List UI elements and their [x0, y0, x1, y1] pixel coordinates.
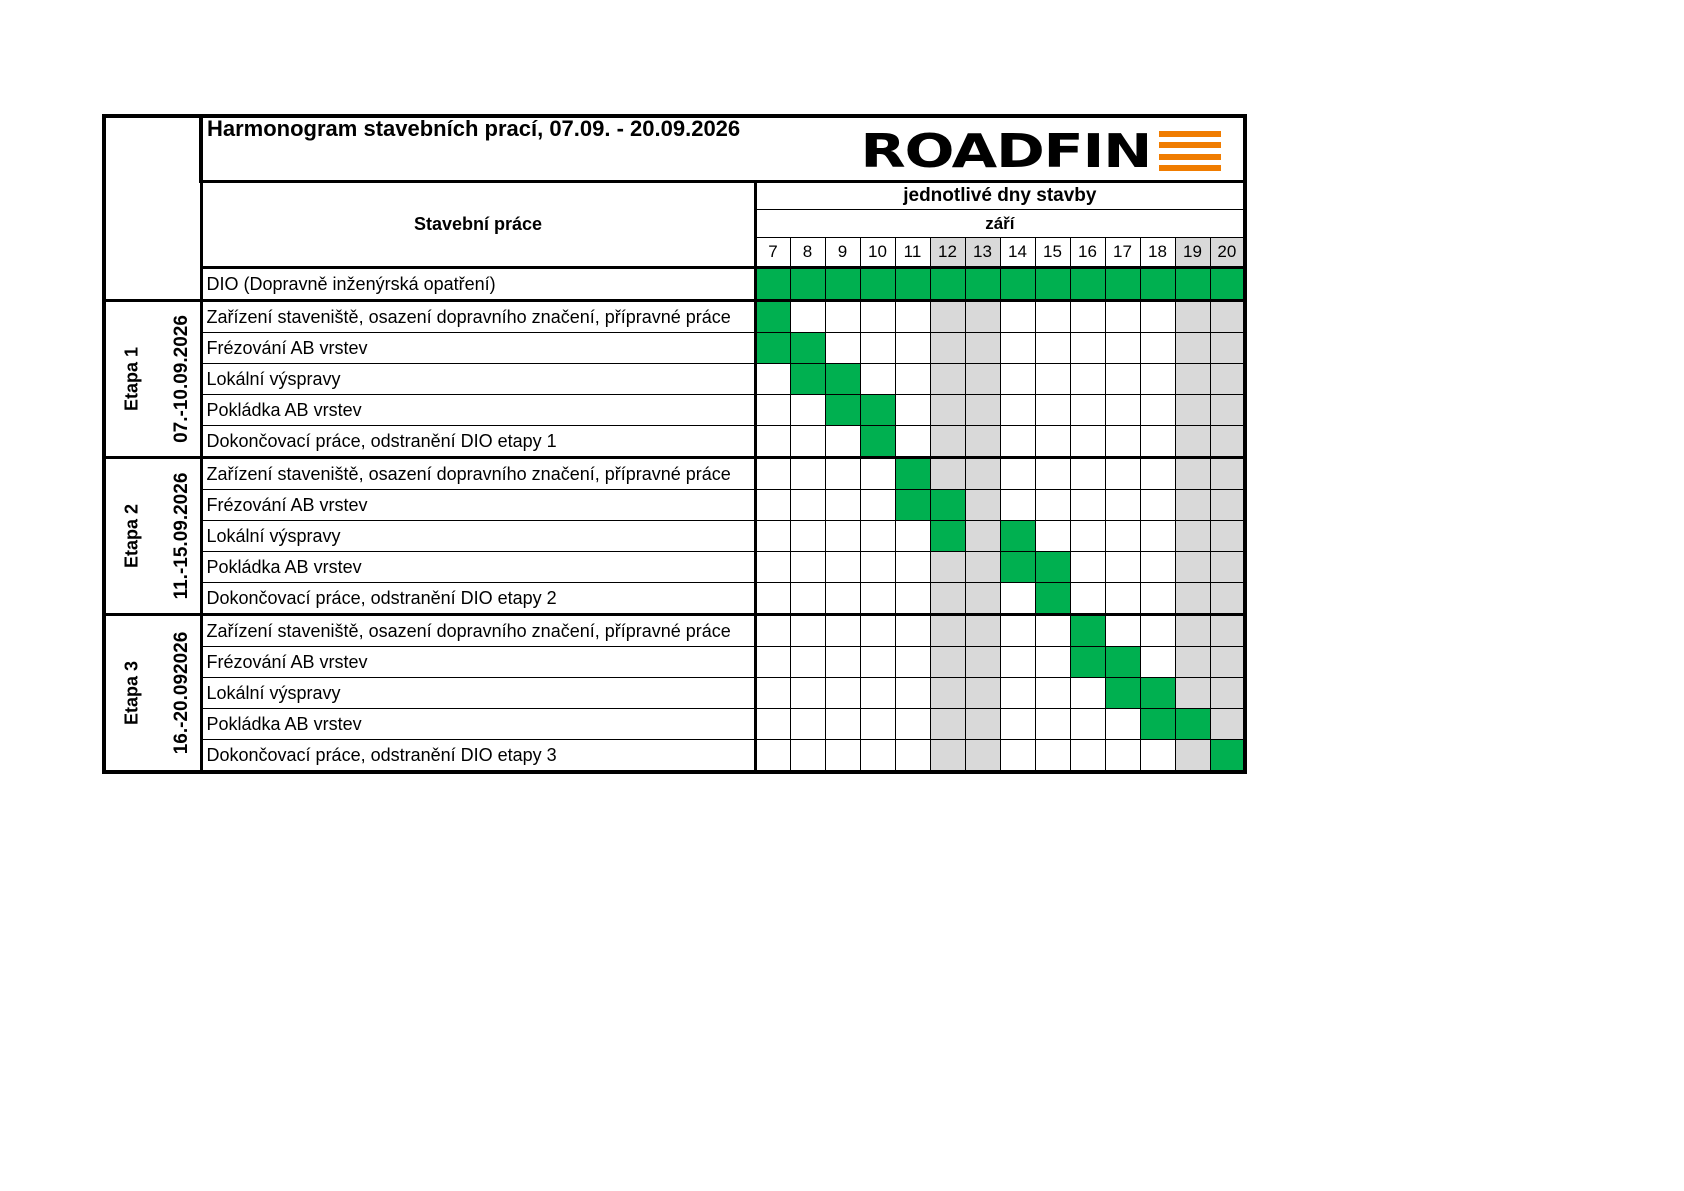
gantt-cell	[1035, 490, 1070, 521]
month-header: září	[755, 210, 1245, 238]
gantt-cell	[930, 615, 965, 647]
gantt-cell	[895, 647, 930, 678]
gantt-cell	[1105, 458, 1140, 490]
task-label: Dokončovací práce, odstranění DIO etapy 2	[201, 583, 755, 615]
gantt-cell	[1140, 647, 1175, 678]
task-row	[104, 709, 1245, 740]
gantt-cell	[1070, 458, 1105, 490]
gantt-cell	[860, 647, 895, 678]
gantt-cell	[1070, 333, 1105, 364]
task-label: Zařízení staveniště, osazení dopravního značení, přípravné práce	[201, 458, 755, 490]
gantt-cell	[1035, 395, 1070, 426]
day-header-14: 14	[1000, 238, 1035, 268]
gantt-cell	[895, 709, 930, 740]
task-label: Zařízení staveniště, osazení dopravního značení, přípravné práce	[201, 615, 755, 647]
title-row	[104, 116, 1245, 182]
title-cell	[201, 116, 1245, 182]
task-row	[104, 490, 1245, 521]
gantt-cell	[1035, 301, 1070, 333]
gantt-cell	[895, 740, 930, 773]
gantt-cell	[1000, 583, 1035, 615]
gantt-cell-active	[965, 268, 1000, 301]
gantt-cell	[1140, 458, 1175, 490]
task-row	[104, 458, 1245, 490]
gantt-cell-active	[755, 333, 790, 364]
gantt-cell-active	[790, 268, 825, 301]
gantt-cell	[755, 615, 790, 647]
gantt-cell-active	[860, 268, 895, 301]
gantt-cell-active	[930, 268, 965, 301]
gantt-cell	[895, 521, 930, 552]
gantt-cell	[755, 490, 790, 521]
gantt-cell	[930, 364, 965, 395]
gantt-cell	[930, 647, 965, 678]
gantt-cell	[1035, 709, 1070, 740]
gantt-cell	[860, 458, 895, 490]
gantt-cell	[825, 647, 860, 678]
day-header-12: 12	[930, 238, 965, 268]
gantt-cell	[1210, 583, 1245, 615]
day-header-19: 19	[1175, 238, 1210, 268]
gantt-cell	[825, 709, 860, 740]
gantt-cell	[930, 301, 965, 333]
gantt-cell-active	[895, 268, 930, 301]
gantt-cell	[1105, 364, 1140, 395]
gantt-cell-active	[930, 521, 965, 552]
days-header: jednotlivé dny stavby	[755, 182, 1245, 210]
task-label: Dokončovací práce, odstranění DIO etapy 1	[201, 426, 755, 458]
gantt-cell	[1175, 740, 1210, 773]
gantt-cell	[1210, 647, 1245, 678]
task-row	[104, 740, 1245, 773]
gantt-cell	[790, 301, 825, 333]
gantt-cell	[755, 740, 790, 773]
task-label: Pokládka AB vrstev	[201, 395, 755, 426]
gantt-cell	[1000, 647, 1035, 678]
task-column-header: Stavební práce	[201, 182, 755, 268]
gantt-cell	[1210, 678, 1245, 709]
gantt-cell	[965, 583, 1000, 615]
gantt-cell	[825, 521, 860, 552]
gantt-cell	[965, 364, 1000, 395]
gantt-cell	[755, 709, 790, 740]
dio-label: DIO (Dopravně inženýrská opatření)	[201, 268, 755, 301]
gantt-cell	[1210, 458, 1245, 490]
roadfin-logo	[860, 124, 1221, 178]
gantt-cell	[1175, 647, 1210, 678]
gantt-cell	[790, 490, 825, 521]
schedule-table	[102, 114, 1247, 774]
gantt-cell	[790, 426, 825, 458]
gantt-cell	[1210, 364, 1245, 395]
gantt-cell	[825, 552, 860, 583]
gantt-cell	[965, 709, 1000, 740]
gantt-cell	[1035, 678, 1070, 709]
gantt-cell	[755, 426, 790, 458]
gantt-cell	[790, 521, 825, 552]
corner-cell	[104, 116, 201, 301]
gantt-cell	[895, 364, 930, 395]
gantt-cell	[755, 458, 790, 490]
gantt-cell	[825, 333, 860, 364]
gantt-cell	[1035, 364, 1070, 395]
gantt-cell	[1035, 647, 1070, 678]
gantt-cell	[755, 364, 790, 395]
gantt-cell-active	[860, 395, 895, 426]
gantt-cell	[1000, 395, 1035, 426]
logo-stripes-icon	[1159, 131, 1221, 171]
gantt-cell	[1035, 458, 1070, 490]
task-row	[104, 647, 1245, 678]
task-label: Frézování AB vrstev	[201, 333, 755, 364]
gantt-cell	[825, 740, 860, 773]
gantt-cell	[860, 364, 895, 395]
gantt-cell	[930, 395, 965, 426]
gantt-cell	[1070, 583, 1105, 615]
gantt-cell	[825, 678, 860, 709]
day-header-17: 17	[1105, 238, 1140, 268]
page-title: Harmonogram stavebních prací, 07.09. - 20.09.2026	[207, 116, 741, 141]
gantt-cell	[1140, 395, 1175, 426]
gantt-cell-active	[1140, 678, 1175, 709]
gantt-cell	[1035, 521, 1070, 552]
stage-label-cell	[104, 458, 201, 615]
gantt-cell	[1070, 426, 1105, 458]
gantt-cell	[1105, 740, 1140, 773]
task-label: Lokální výspravy	[201, 678, 755, 709]
stage-name: Etapa 2	[121, 503, 142, 569]
stage-label-cell	[104, 301, 201, 458]
gantt-cell-active	[825, 268, 860, 301]
gantt-cell	[860, 521, 895, 552]
gantt-cell	[1070, 364, 1105, 395]
gantt-cell-active	[895, 458, 930, 490]
gantt-cell	[1175, 301, 1210, 333]
gantt-cell	[790, 552, 825, 583]
stage-dates: 11.-15.09.2026	[171, 472, 192, 600]
gantt-cell	[860, 615, 895, 647]
gantt-cell	[1105, 709, 1140, 740]
gantt-cell	[965, 333, 1000, 364]
gantt-cell	[965, 647, 1000, 678]
gantt-cell	[930, 709, 965, 740]
gantt-cell	[825, 426, 860, 458]
gantt-cell-active	[1175, 268, 1210, 301]
gantt-cell	[860, 490, 895, 521]
gantt-cell	[1070, 552, 1105, 583]
gantt-cell-active	[895, 490, 930, 521]
gantt-cell	[1210, 490, 1245, 521]
gantt-cell	[1140, 333, 1175, 364]
gantt-cell	[755, 552, 790, 583]
gantt-cell	[860, 583, 895, 615]
gantt-cell	[860, 333, 895, 364]
gantt-cell	[755, 647, 790, 678]
gantt-cell-active	[1105, 647, 1140, 678]
task-label: Pokládka AB vrstev	[201, 709, 755, 740]
gantt-cell	[860, 740, 895, 773]
task-label: Frézování AB vrstev	[201, 490, 755, 521]
gantt-cell	[965, 552, 1000, 583]
task-row	[104, 364, 1245, 395]
gantt-cell	[1175, 395, 1210, 426]
gantt-cell-active	[1000, 521, 1035, 552]
gantt-cell-active	[755, 301, 790, 333]
gantt-cell	[1070, 301, 1105, 333]
gantt-cell	[1210, 615, 1245, 647]
gantt-cell	[755, 583, 790, 615]
gantt-cell	[1105, 615, 1140, 647]
gantt-cell	[1070, 490, 1105, 521]
task-row	[104, 301, 1245, 333]
gantt-cell	[965, 458, 1000, 490]
gantt-cell	[1140, 364, 1175, 395]
gantt-cell	[1000, 301, 1035, 333]
gantt-cell-active	[1070, 268, 1105, 301]
gantt-cell	[1000, 364, 1035, 395]
gantt-cell	[895, 615, 930, 647]
gantt-cell	[1175, 426, 1210, 458]
day-header-11: 11	[895, 238, 930, 268]
gantt-cell	[1105, 426, 1140, 458]
gantt-cell	[1105, 395, 1140, 426]
gantt-cell-active	[790, 333, 825, 364]
gantt-cell	[1000, 333, 1035, 364]
gantt-cell	[1210, 395, 1245, 426]
gantt-cell	[895, 583, 930, 615]
gantt-cell	[755, 521, 790, 552]
gantt-cell	[1210, 521, 1245, 552]
gantt-cell-active	[1035, 552, 1070, 583]
gantt-cell	[1070, 678, 1105, 709]
gantt-cell	[1175, 678, 1210, 709]
gantt-cell-active	[930, 490, 965, 521]
gantt-cell-active	[755, 268, 790, 301]
gantt-cell	[930, 458, 965, 490]
gantt-cell	[1035, 740, 1070, 773]
gantt-cell	[1105, 333, 1140, 364]
gantt-cell-active	[1000, 268, 1035, 301]
gantt-cell	[965, 521, 1000, 552]
gantt-cell	[1000, 490, 1035, 521]
gantt-cell	[860, 709, 895, 740]
task-label: Dokončovací práce, odstranění DIO etapy 3	[201, 740, 755, 773]
dio-row	[104, 268, 1245, 301]
logo-wordmark: ROADFIN	[860, 124, 1152, 178]
gantt-cell	[1175, 583, 1210, 615]
gantt-cell	[1175, 490, 1210, 521]
day-header-7: 7	[755, 238, 790, 268]
gantt-cell	[1035, 426, 1070, 458]
task-row	[104, 395, 1245, 426]
gantt-cell	[860, 301, 895, 333]
gantt-cell-active	[1070, 615, 1105, 647]
gantt-cell	[895, 395, 930, 426]
task-row	[104, 552, 1245, 583]
gantt-cell	[965, 740, 1000, 773]
gantt-cell	[1175, 615, 1210, 647]
gantt-cell	[1140, 740, 1175, 773]
gantt-cell	[930, 426, 965, 458]
gantt-cell	[755, 678, 790, 709]
gantt-cell	[1035, 615, 1070, 647]
gantt-cell-active	[1210, 740, 1245, 773]
gantt-cell	[1070, 395, 1105, 426]
gantt-cell	[1140, 583, 1175, 615]
gantt-cell	[965, 395, 1000, 426]
gantt-cell	[860, 552, 895, 583]
task-label: Frézování AB vrstev	[201, 647, 755, 678]
gantt-cell	[965, 678, 1000, 709]
gantt-cell	[1140, 490, 1175, 521]
gantt-cell	[1000, 615, 1035, 647]
gantt-cell	[1070, 740, 1105, 773]
day-header-13: 13	[965, 238, 1000, 268]
gantt-cell-active	[1035, 583, 1070, 615]
gantt-cell	[1140, 615, 1175, 647]
day-header-20: 20	[1210, 238, 1245, 268]
gantt-cell	[860, 678, 895, 709]
gantt-cell	[790, 678, 825, 709]
gantt-cell	[1000, 709, 1035, 740]
gantt-cell	[1140, 426, 1175, 458]
gantt-cell	[965, 301, 1000, 333]
gantt-cell	[825, 583, 860, 615]
day-header-18: 18	[1140, 238, 1175, 268]
gantt-cell	[1000, 426, 1035, 458]
gantt-cell	[1210, 301, 1245, 333]
gantt-cell	[825, 615, 860, 647]
gantt-cell	[1175, 521, 1210, 552]
task-row	[104, 521, 1245, 552]
gantt-cell	[1070, 709, 1105, 740]
gantt-cell	[790, 395, 825, 426]
gantt-cell-active	[1140, 709, 1175, 740]
task-row	[104, 678, 1245, 709]
gantt-cell	[1105, 490, 1140, 521]
gantt-cell	[895, 678, 930, 709]
gantt-cell	[1210, 333, 1245, 364]
day-header-16: 16	[1070, 238, 1105, 268]
gantt-cell	[790, 583, 825, 615]
gantt-cell	[1000, 458, 1035, 490]
gantt-cell	[1210, 552, 1245, 583]
task-row	[104, 583, 1245, 615]
gantt-cell	[1175, 364, 1210, 395]
gantt-cell	[1000, 678, 1035, 709]
task-label: Lokální výspravy	[201, 364, 755, 395]
gantt-cell	[1175, 552, 1210, 583]
gantt-cell-active	[1105, 268, 1140, 301]
gantt-cell	[825, 490, 860, 521]
task-label: Zařízení staveniště, osazení dopravního značení, přípravné práce	[201, 301, 755, 333]
task-row	[104, 426, 1245, 458]
days-header-row	[104, 182, 1245, 210]
stage-name: Etapa 3	[121, 660, 142, 726]
gantt-cell	[790, 458, 825, 490]
gantt-cell-active	[1140, 268, 1175, 301]
gantt-cell	[895, 333, 930, 364]
gantt-cell	[1105, 583, 1140, 615]
gantt-cell-active	[1175, 709, 1210, 740]
gantt-cell-active	[1035, 268, 1070, 301]
gantt-cell	[1175, 458, 1210, 490]
task-label: Lokální výspravy	[201, 521, 755, 552]
gantt-cell	[1105, 521, 1140, 552]
schedule-sheet	[102, 114, 1243, 794]
day-header-15: 15	[1035, 238, 1070, 268]
gantt-cell	[895, 301, 930, 333]
day-header-9: 9	[825, 238, 860, 268]
stage-label-cell	[104, 615, 201, 773]
gantt-cell	[895, 426, 930, 458]
gantt-cell	[1210, 426, 1245, 458]
gantt-cell-active	[1070, 647, 1105, 678]
gantt-cell	[930, 552, 965, 583]
gantt-cell	[1140, 521, 1175, 552]
gantt-cell	[1000, 740, 1035, 773]
gantt-cell-active	[825, 395, 860, 426]
stage-name: Etapa 1	[121, 346, 142, 412]
stage-dates: 07.-10.09.2026	[171, 315, 192, 443]
gantt-cell	[790, 709, 825, 740]
gantt-cell	[825, 458, 860, 490]
gantt-cell	[1105, 552, 1140, 583]
gantt-cell	[930, 333, 965, 364]
gantt-cell	[1210, 709, 1245, 740]
gantt-cell	[895, 552, 930, 583]
gantt-cell	[930, 678, 965, 709]
gantt-cell	[1140, 552, 1175, 583]
task-label: Pokládka AB vrstev	[201, 552, 755, 583]
gantt-cell-active	[1000, 552, 1035, 583]
gantt-cell-active	[1210, 268, 1245, 301]
gantt-cell	[930, 583, 965, 615]
gantt-cell-active	[825, 364, 860, 395]
gantt-cell	[965, 615, 1000, 647]
gantt-cell-active	[860, 426, 895, 458]
gantt-cell	[1035, 333, 1070, 364]
gantt-cell	[1175, 333, 1210, 364]
gantt-cell	[790, 647, 825, 678]
day-header-8: 8	[790, 238, 825, 268]
gantt-cell	[755, 395, 790, 426]
gantt-cell-active	[1105, 678, 1140, 709]
stage-dates: 16.-20.092026	[171, 631, 192, 755]
gantt-cell	[1140, 301, 1175, 333]
gantt-cell	[930, 740, 965, 773]
gantt-cell	[965, 426, 1000, 458]
gantt-cell	[790, 615, 825, 647]
task-row	[104, 333, 1245, 364]
gantt-cell	[1105, 301, 1140, 333]
task-row	[104, 615, 1245, 647]
gantt-cell-active	[790, 364, 825, 395]
gantt-cell	[1070, 521, 1105, 552]
day-header-10: 10	[860, 238, 895, 268]
gantt-cell	[825, 301, 860, 333]
gantt-cell	[790, 740, 825, 773]
gantt-cell	[965, 490, 1000, 521]
